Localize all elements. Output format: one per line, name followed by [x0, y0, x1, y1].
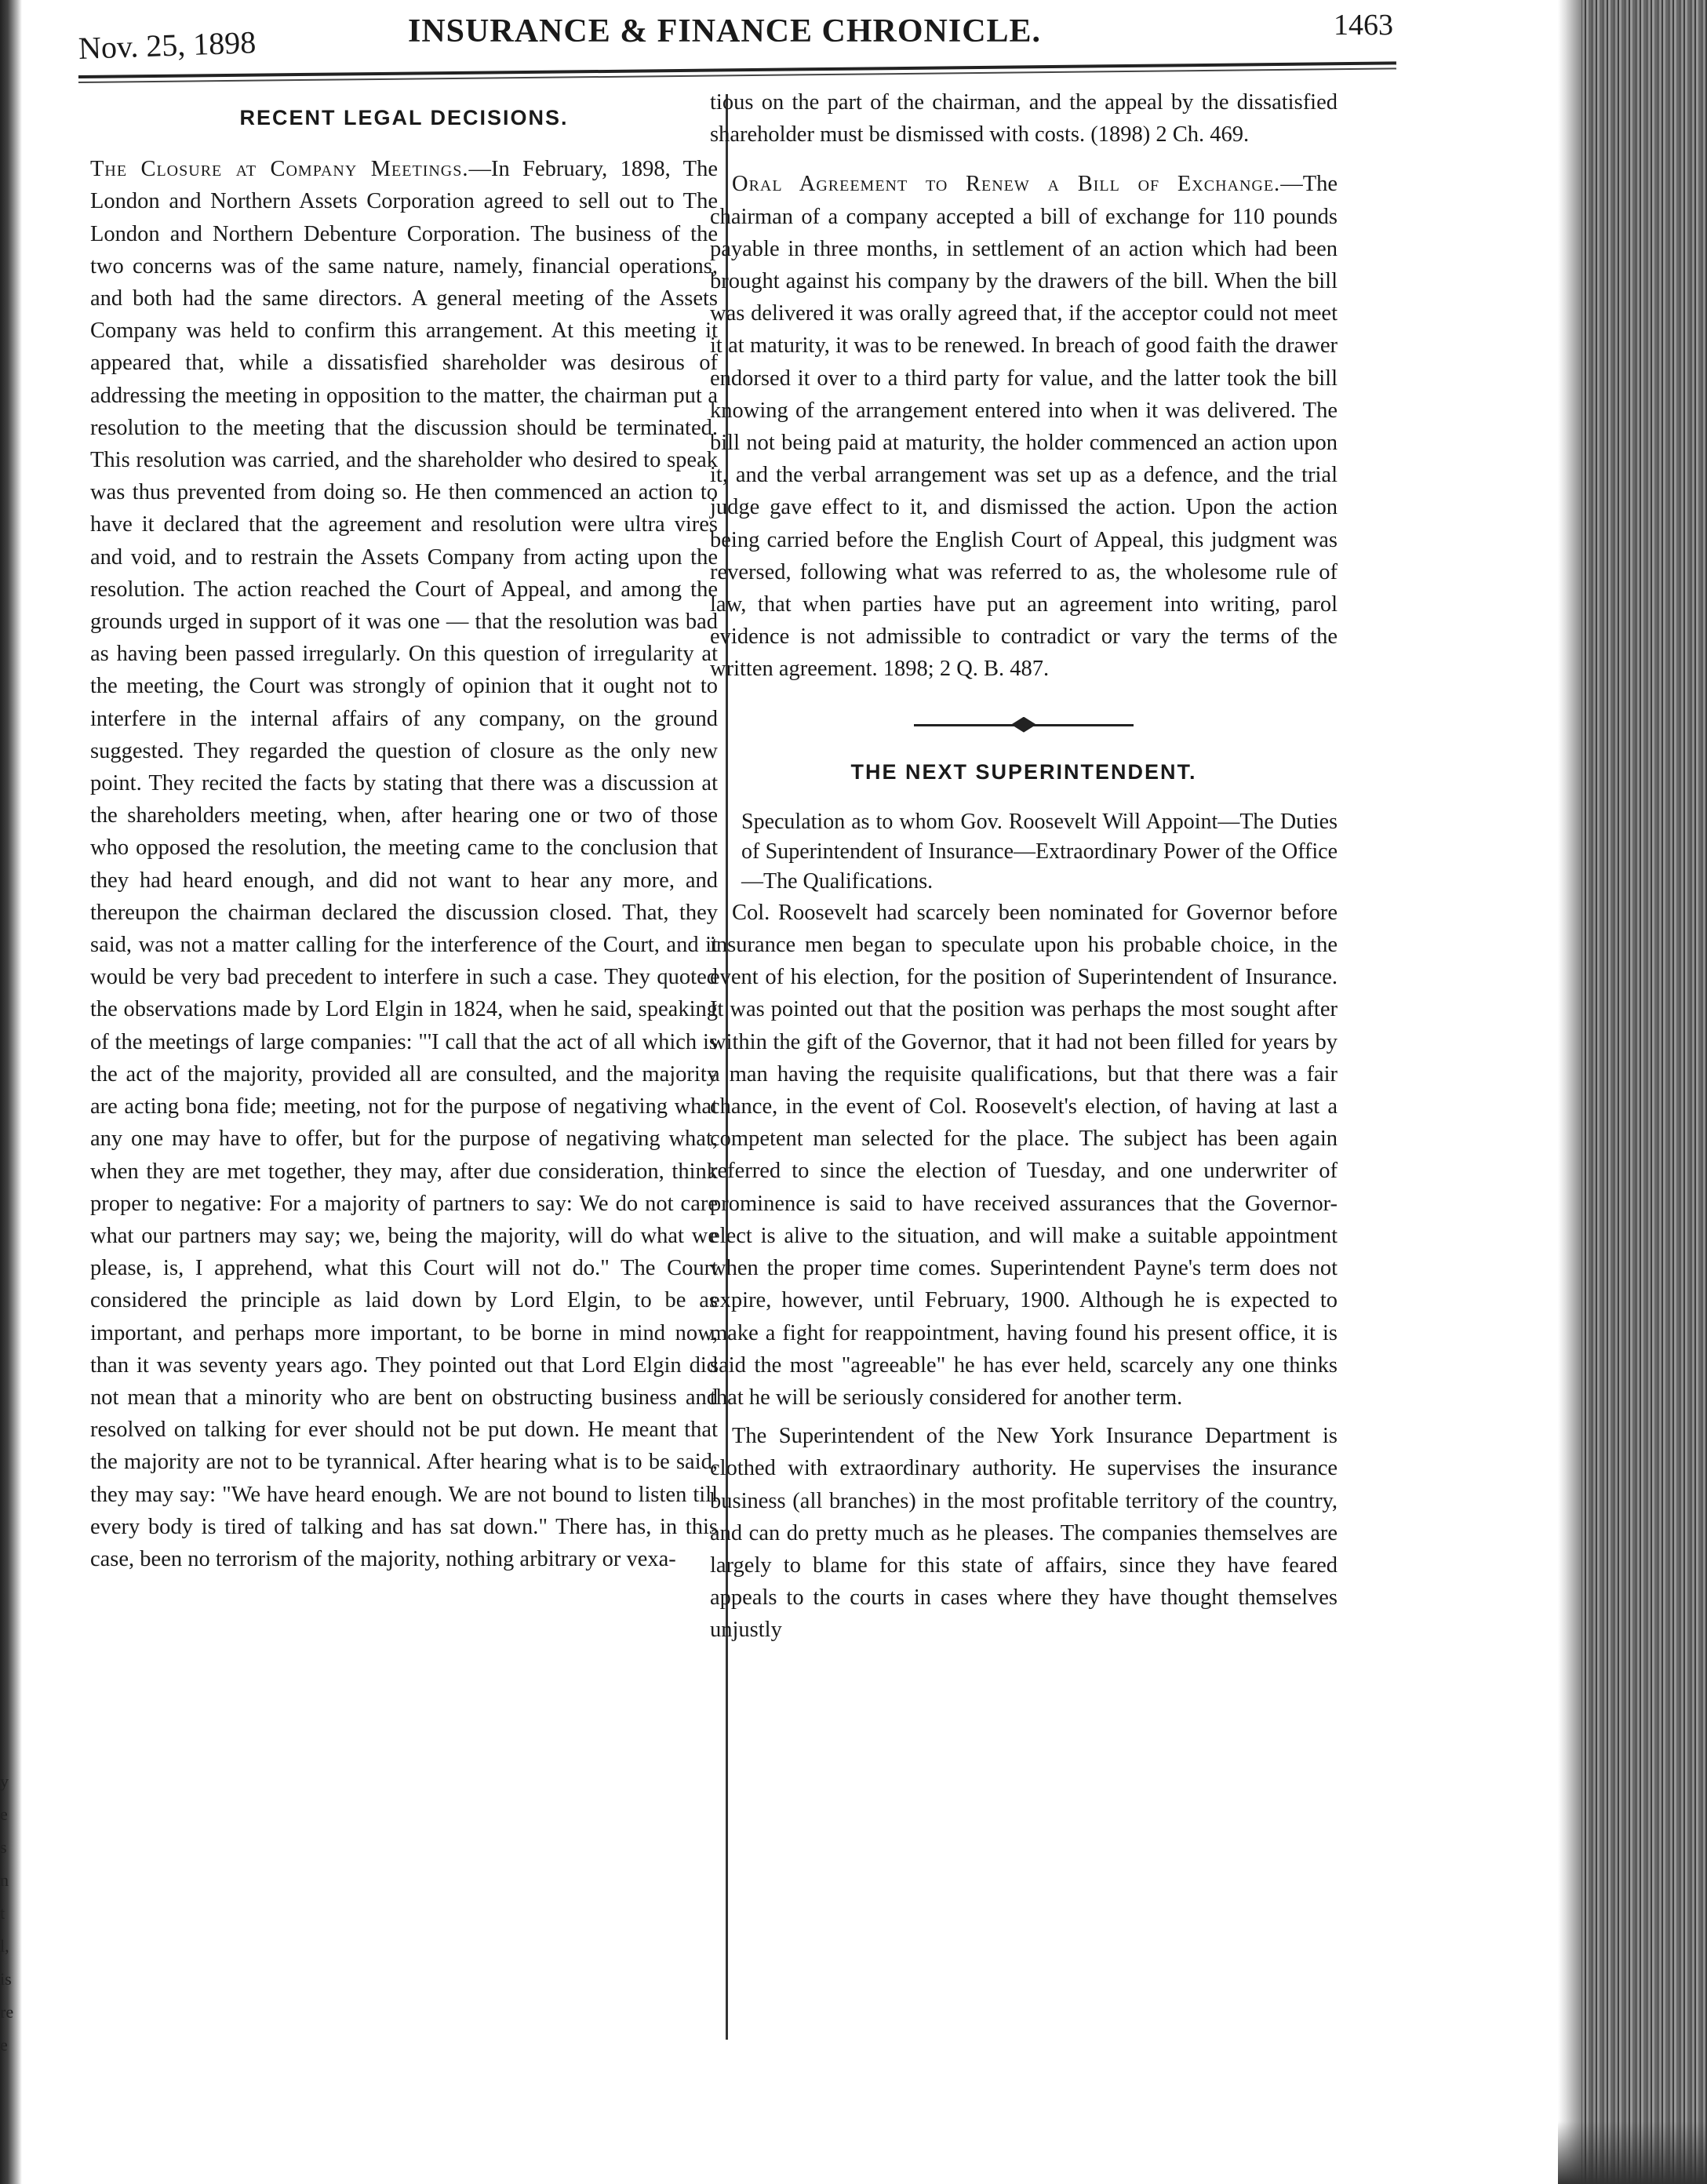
margin-fragment: re — [0, 2002, 14, 2022]
page — [47, 0, 1558, 2184]
section-heading-superintendent: THE NEXT SUPERINTENDENT. — [850, 759, 1197, 784]
superintendent-paragraph-2: The Superintendent of the New York Insurance Department is clothed with extraordinary authority. He supervises the insurance business (all branches) in the most profitable territory of the country, and can do pretty much as he pleases. The companies themselves are largely to blame for this state of affairs, since they have feared appeals to the courts in cases where they have thought themselves unjustly — [710, 1424, 1338, 1643]
header-title: INSURANCE & FINANCE CHRONICLE. — [408, 13, 1042, 49]
page-number: 1463 — [1334, 9, 1393, 42]
article-continuation: tious on the part of the chairman, and the appeal by the dissatisfied shareholder must be dismissed with costs. (1898) 2 Ch. 469. — [710, 90, 1338, 147]
margin-fragments — [0, 1765, 20, 2062]
margin-fragment: s — [0, 1837, 7, 1857]
article-body-closure: —In February, 1898, The London and Northern Assets Corporation agreed to sell out to The London and Northern Debenture Corporation. The business of the two concerns was of the same nature, namely, financial operations, and both had the same directors. A general meeting of the Assets Company was held to confirm this arrangement. At this meeting it appeared that, while a dissatisfied shareholder was desirous of addressing the meeting in opposition to the matter, the chairman put a resolution to the meeting that the discussion should be terminated. This resolution was carried, and the shareholder who desired to speak was thus prevented from doing so. He then commenced an action to have it declared that the agreement and resolution were ultra vires and void, and to restrain the Assets Company from acting upon the resolution. The action reached the Court of Appeal, and among the grounds urged in support of it was one — that the resolution was bad as having been passed irregularly. On this question of irregularity at the meeting, the Court was strongly of opinion that it ought not to interfere in the internal affairs of any company, on the ground suggested. They regarded the question of closure as the only new point. They recited the facts by stating that there was a discussion at the shareholders meeting, when, after hearing one or two of those who opposed the resolution, the meeting came to the conclusion that they had heard enough, and did not want to hear any more, and thereupon the chairman declared the discussion closed. That, they said, was not a matter calling for the interference of the Court, and it would be very bad precedent to interfere in such a case. They quoted the observations made by Lord Elgin in 1824, when he said, speaking of the meetings of large companies: "'I call that the act of all which is the act of the majority, provided all are consulted, and the majority are acting bona fide; meeting, not for the purpose of negativing what any one may have to offer, but for the purpose of negativing what, when they are met together, they may, after due consideration, think proper to negative: For a majority of partners to say: We do not care what our partners may say; we, being the majority, will do what we please, is, I apprehend, what this Court will not do." The Court considered the principle as laid down by Lord Elgin, to be as important, and perhaps more important, to be borne in mind now, than it was seventy years ago. They pointed out that Lord Elgin did not mean that a minority who are bent on obstructing business and resolved on talking for ever should not be put down. He meant that the majority are not to be tyrannical. After hearing what is to be said, they may say: "We have heard enough. We are not bound to listen till every body is tired of talking and has sat down." There has, in this case, been no terrorism of the majority, nothing arbitrary or vexa- — [90, 157, 718, 1571]
section-heading-legal: RECENT LEGAL DECISIONS. — [239, 106, 569, 129]
left-column — [90, 86, 718, 1575]
margin-fragment: is — [0, 1969, 12, 1989]
margin-fragment: l, — [0, 1936, 9, 1956]
margin-fragment: n — [0, 1870, 9, 1890]
header-date: Nov. 25, 1898 — [78, 24, 257, 66]
margin-fragment: y — [0, 1771, 9, 1791]
article-closure — [90, 153, 718, 1575]
page-edge-stack — [1558, 0, 1707, 2184]
article-subheading: Speculation as to whom Gov. Roosevelt Will Appoint—The Duties of Superintendent of Insurance—Extraordinary Power of the Office—The Qualifications. — [741, 809, 1338, 894]
ornamental-divider — [914, 717, 1134, 733]
margin-fragment: t — [0, 1903, 5, 1923]
right-column — [710, 86, 1338, 1647]
article-body-bill: —The chairman of a company accepted a bill of exchange for 110 pounds payable in three months, in settlement of an action which had been brought against his company by the drawers of the bill. When the bill was delivered it was orally agreed that, if the acceptor could not meet it at maturity, it was to be renewed. In breach of good faith the drawer endorsed it over to a third party for value, and the latter took the bill knowing of the arrangement entered into when it was delivered. The bill not being paid at maturity, the holder commenced an action upon it, and the verbal arrangement was set up as a defence, and the trial judge gave effect to it, and dismissed the action. Upon the action being carried before the English Court of Appeal, this judgment was reversed, following what was referred to as, the wholesome rule of law, that when parties have put an agreement into writing, parol evidence is not admissible to contradict or vary the terms of the written agreement. 1898; 2 Q. B. 487. — [710, 172, 1338, 682]
margin-fragment: e — [0, 1804, 8, 1824]
article-bill-of-exchange — [710, 168, 1338, 685]
running-header — [78, 8, 1393, 71]
article-lead-closure: The Closure at Company Meetings. — [90, 157, 469, 182]
margin-fragment: e — [0, 2035, 8, 2055]
article-lead-bill: Oral Agreement to Renew a Bill of Exchange. — [732, 172, 1281, 197]
superintendent-paragraph-1: Col. Roosevelt had scarcely been nominated for Governor before insurance men began to speculate upon his probable choice, in the event of his election, for the position of Superintendent of Insurance. It was pointed out that the position was perhaps the most sought after within the gift of the Governor, that it had not been filled for years by a man having the requisite qualifications, but that there was a fair chance, in the event of Col. Roosevelt's election, of having at last a competent man selected for the place. The subject has been again referred to since the election of Tuesday, and one underwriter of prominence is said to have received assurances that the Governor-elect is alive to the situation, and will make a suitable appointment when the proper time comes. Superintendent Payne's term does not expire, however, until February, 1900. Although he is expected to make a fight for reappointment, having found his present office, it is said the most "agreeable" he has ever held, scarcely any one thinks that he will be seriously considered for another term. — [710, 900, 1338, 1410]
